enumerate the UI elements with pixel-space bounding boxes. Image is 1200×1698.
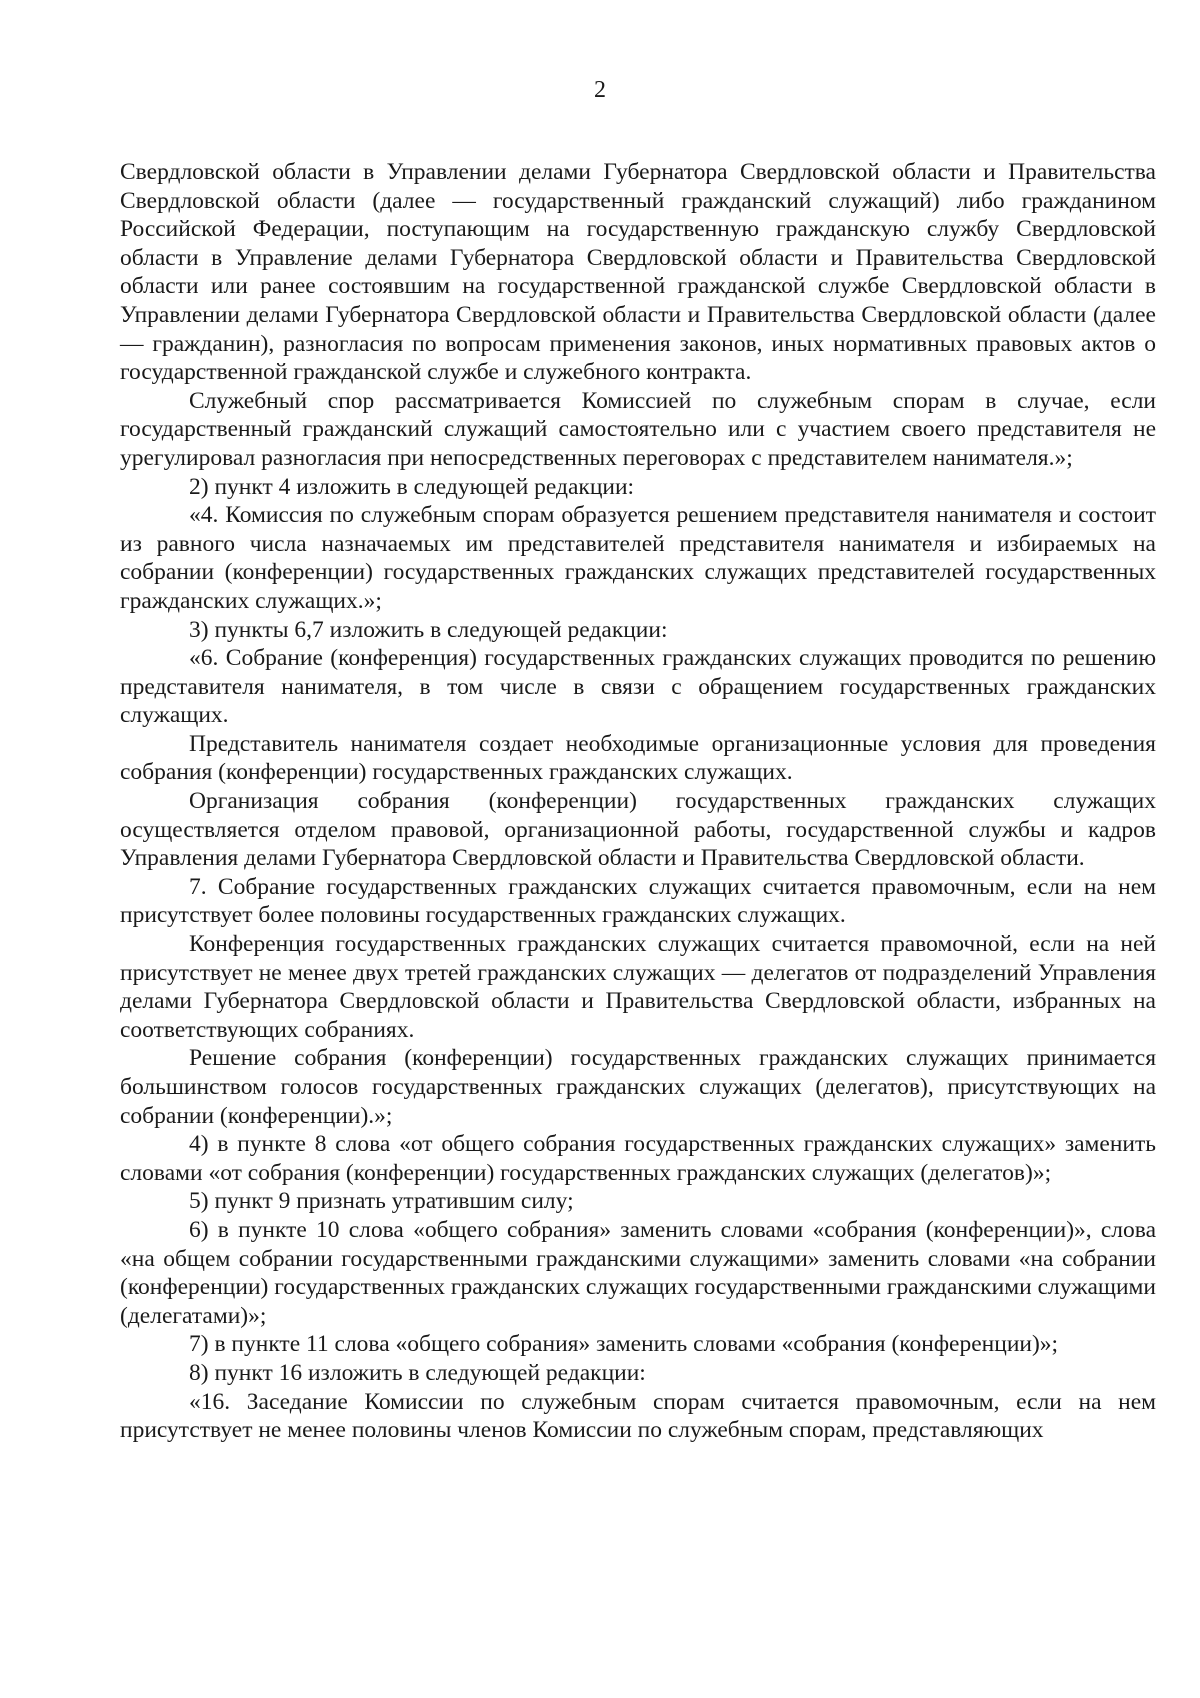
paragraph: Решение собрания (конференции) государственных гражданских служащих принимается большинством голосов государственных гражданских служащих (делегатов), присутствующих на собрании (конференции).»; bbox=[120, 1045, 1156, 1129]
paragraph: «4. Комиссия по служебным спорам образуется решением представителя нанимателя и состоит из равного числа назначаемых им представителей представителя нанимателя и избираемых на собрании (конференции) государственных гражданских служащих представителей государственных гражданских служащих.»; bbox=[120, 502, 1156, 614]
paragraph: 4) в пункте 8 слова «от общего собрания государственных гражданских служащих» заменить словами «от собрания (конференции) государственных гражданских служащих (делегатов)»; bbox=[120, 1131, 1156, 1186]
paragraph: Представитель нанимателя создает необходимые организационные условия для проведения собрания (конференции) государственных гражданских служащих. bbox=[120, 730, 1156, 786]
paragraph: 6) в пункте 10 слова «общего собрания» заменить словами «собрания (конференции)», слова «на общем собрании государственными гражданскими служащими» заменить словами «на собрании (конференции) государственных гражданских служащих государственными гражданскими служащими (делегатами)»; bbox=[120, 1216, 1156, 1329]
paragraph: 3) пункты 6,7 изложить в следующей редакции: bbox=[189, 616, 668, 643]
paragraph: 2) пункт 4 изложить в следующей редакции: bbox=[189, 473, 635, 500]
paragraph: «6. Собрание (конференция) государственных гражданских служащих проводится по решению представителя нанимателя, в том числе в связи с обращением государственных гражданских служащих. bbox=[120, 645, 1156, 729]
paragraph: 7. Собрание государственных гражданских служащих считается правомочным, если на нем присутствует более половины государственных гражданских служащих. bbox=[120, 873, 1156, 929]
page-number: 2 bbox=[594, 77, 606, 103]
paragraph: 5) пункт 9 признать утратившим силу; bbox=[189, 1188, 574, 1215]
paragraph: Служебный спор рассматривается Комиссией по служебным спорам в случае, если государственный гражданский служащий самостоятельно или с участием своего представителя не урегулировал разногласия при непосредственных переговорах с представителем нанимателя.»; bbox=[120, 387, 1156, 471]
paragraph-continuation: Свердловской области в Управлении делами Губернатора Свердловской области и Правительства Свердловской области (далее — государственный гражданский служащий) либо гражданином Российской Федерации, поступающим на государственную гражданскую службу Свердловской области в Управление делами Губернатора Свердловской области и Правительства Свердловской области или ранее состоявшим на государственной гражданской службе Свердловской области в Управлении делами Губернатора Свердловской области и Правительства Свердловской области (далее — гражданин), разногласия по вопросам применения законов, иных нормативных правовых актов о государственной гражданской службе и служебного контракта. bbox=[120, 159, 1156, 386]
paragraph: Организация собрания (конференции) государственных гражданских служащих осуществляется отделом правовой, организационной работы, государственной службы и кадров Управления делами Губернатора Свердловской области и Правительства Свердловской области. bbox=[120, 788, 1156, 872]
paragraph: Конференция государственных гражданских служащих считается правомочной, если на ней присутствует не менее двух третей гражданских служащих — делегатов от подразделений Управления делами Губернатора Свердловской области и Правительства Свердловской области, избранных на соответствующих собраниях. bbox=[120, 931, 1156, 1043]
document-body bbox=[120, 158, 1156, 1445]
paragraph: 7) в пункте 11 слова «общего собрания» заменить словами «собрания (конференции)»; bbox=[189, 1331, 1059, 1358]
paragraph: «16. Заседание Комиссии по служебным спорам считается правомочным, если на нем присутствует не менее половины членов Комиссии по служебным спорам, представляющих bbox=[120, 1388, 1156, 1444]
paragraph: 8) пункт 16 изложить в следующей редакции: bbox=[189, 1359, 646, 1386]
